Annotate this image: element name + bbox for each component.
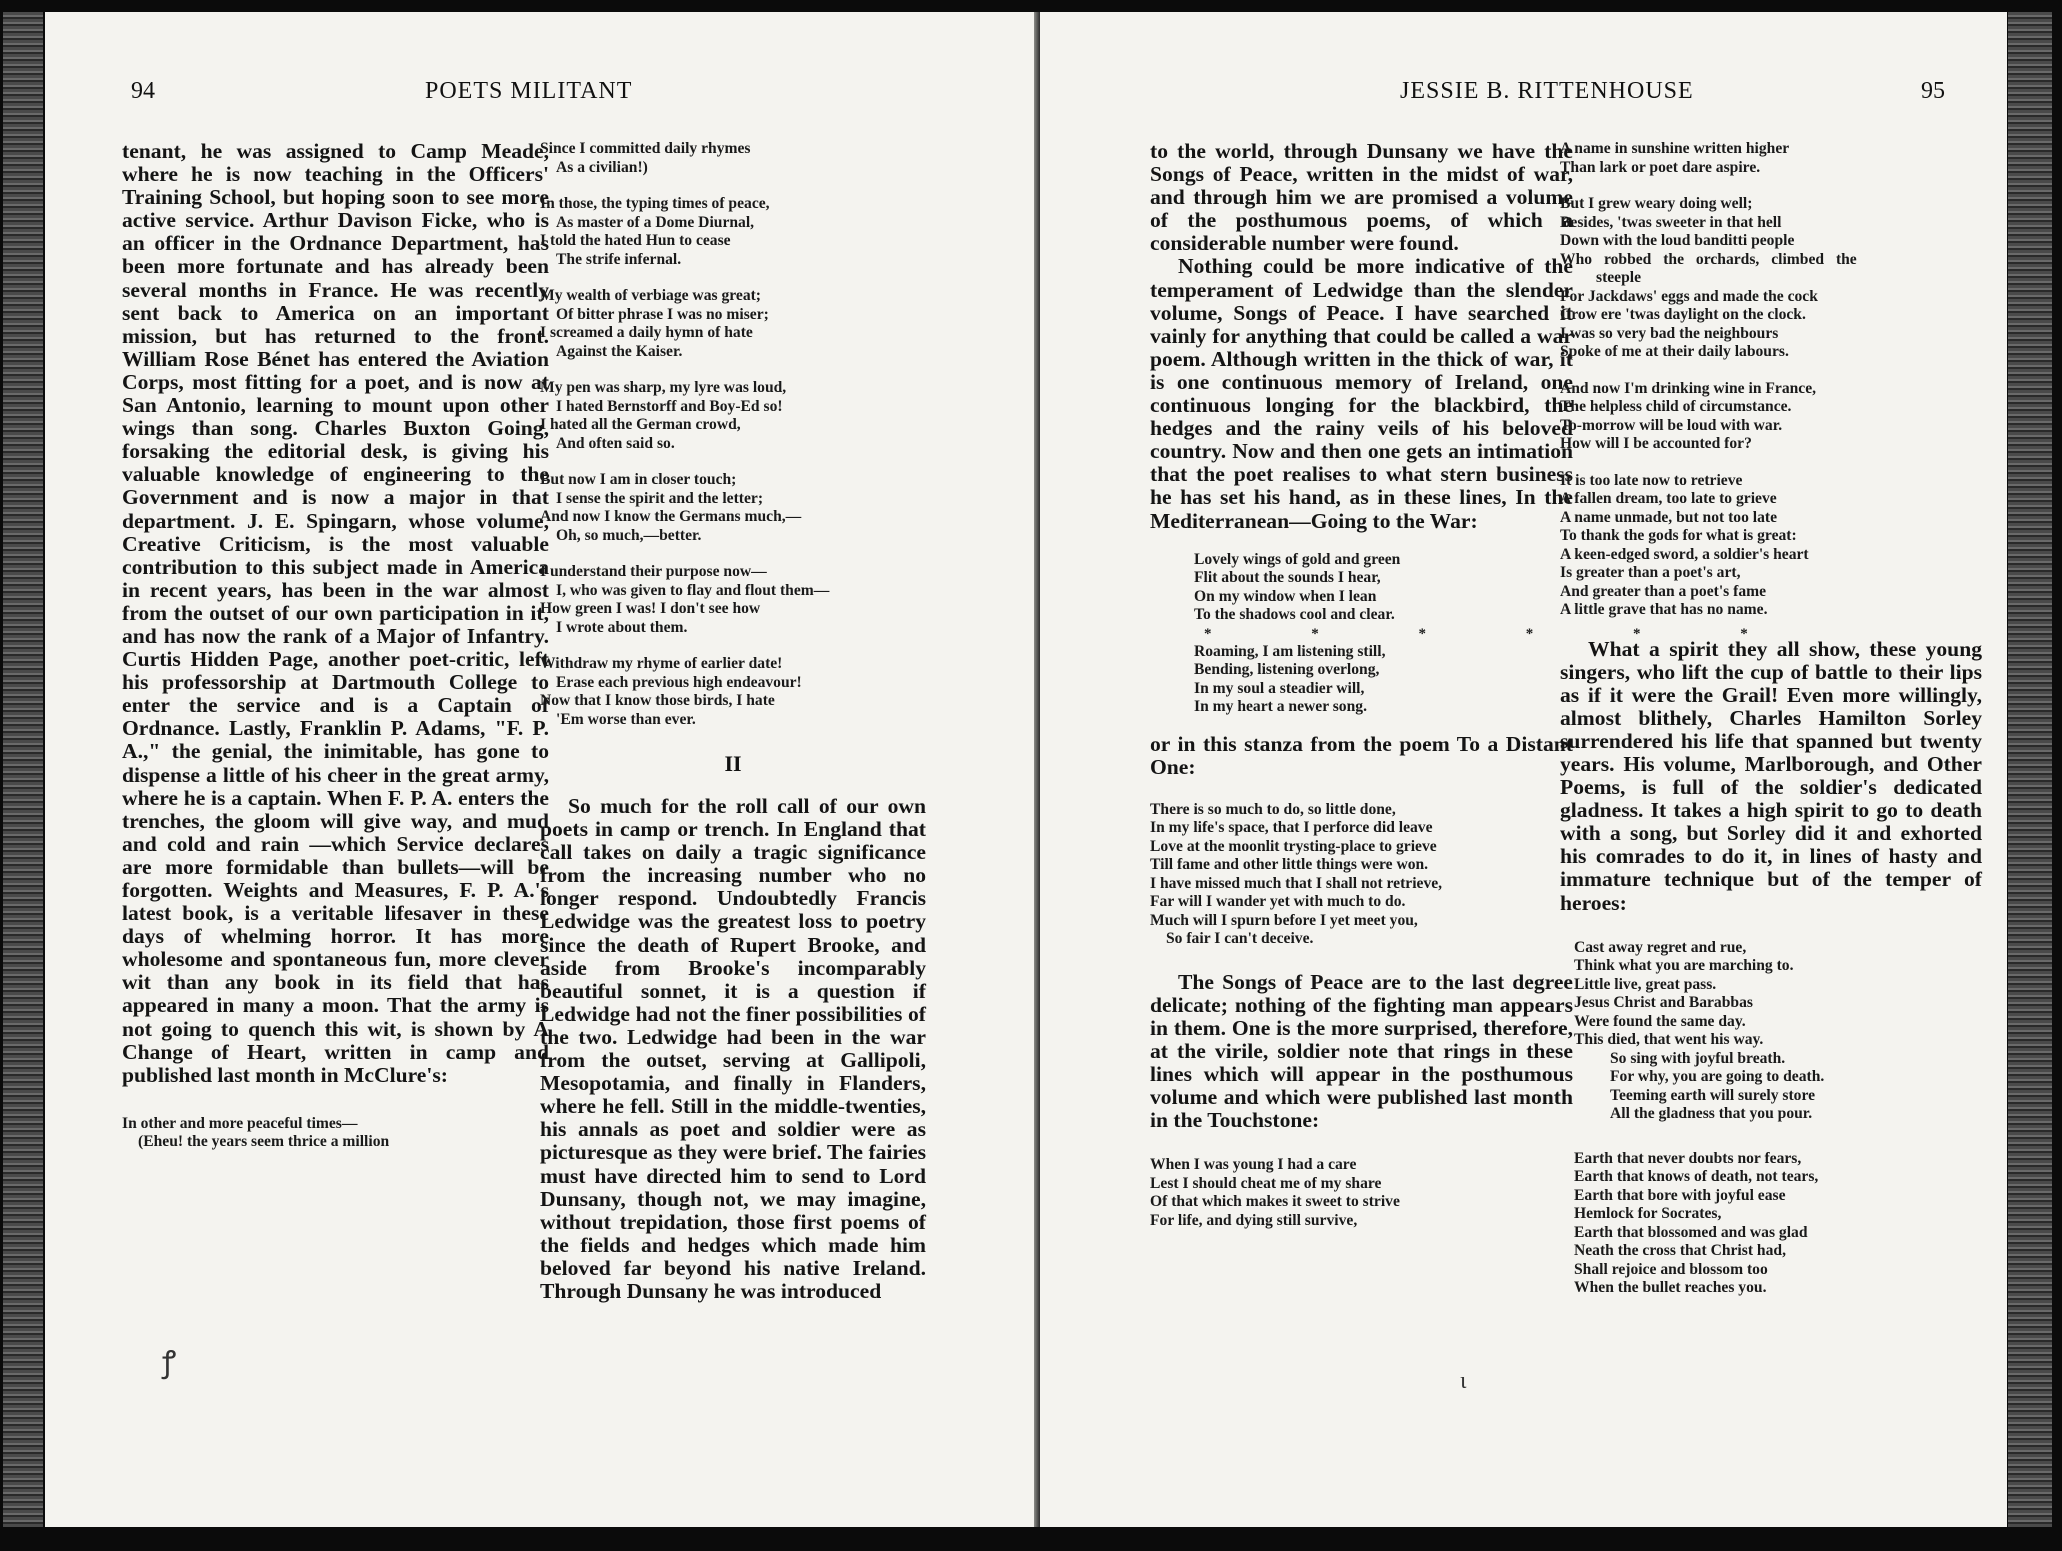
verse-line: Earth that knows of death, not tears,	[1574, 1168, 1819, 1186]
right-col2-prose	[1560, 638, 1982, 915]
verse-line: Oh, so much,—better.	[556, 526, 702, 544]
verse-line: Earth that never doubts nor fears,	[1574, 1149, 1802, 1167]
verse-line: A name unmade, but not too late	[1560, 508, 1778, 526]
paragraph: The Songs of Peace are to the last degree delicate; nothing of the fighting man appears in them. One is the more surprised, therefore, at the virile, soldier note that rings in these lines which will appear in the posthumous volume and which were published last month in the Touchstone:	[1150, 969, 1573, 1133]
verse-line: I have missed much that I shall not retrieve,	[1150, 874, 1443, 892]
verse-line: Think what you are marching to.	[1574, 957, 1794, 975]
verse-line: Jesus Christ and Barabbas	[1574, 994, 1753, 1012]
pencil-mark: ꝭ	[162, 1346, 177, 1379]
verse-line: My pen was sharp, my lyre was loud,	[540, 379, 787, 396]
right-col1-prose-1	[1150, 140, 1573, 533]
verse-line: The strife infernal.	[556, 250, 682, 268]
left-col1-paragraph: tenant, he was assigned to Camp Meade, where he is now teaching in the Officers' Training School, but hoping soon to see more active service. Arthur Davison Ficke, who is an officer in the Ordnance Department, has been more fortunate and has already been several months in France. He was recently sent back to America on an important mission, but has returned to the front. William Rose Bénet has entered the Aviation Corps, most fitting for a poet, and is now at San Antonio, learning to mount upon other wings than song. Charles Buxton Going, forsaking the editorial desk, is giving his valuable knowledge of engineering to the Government and is now a major in that department. J. E. Spingarn, whose volume, Creative Criticism, is the most valuable contribution to this subject made in America in recent years, has been in the war almost from the outset of our own participation in it, and has now the rank of a Major of Infantry. Curtis Hidden Page, another poet-critic, left his professorship at Dartmouth College to enter the service and is a Captain of Ordnance. Lastly, Franklin P. Adams, "F. P. A.," the genial, the inimitable, has gone to dispense a little of his cheer in the great army, where he is a captain. When F. P. A. enters the trenches, the gloom will give way, and mud and cold and rain —which Service declares are more formidable than bullets—will be forgotten. Weights and Measures, F. P. A.'s latest book, is a veritable lifesaver in these days of whelming horror. It has more wholesome and spontaneous fun, more clever wit than any book in its field that has appeared in many a moon. That the army is not going to quench this wit, is shown by A Change of Heart, written in camp and published last month in McClure's:	[122, 139, 549, 1087]
left-running-head: POETS MILITANT	[425, 78, 633, 104]
stanza	[1560, 380, 1982, 454]
verse-line: Is greater than a poet's art,	[1560, 564, 1741, 581]
verse-line: Erase each previous high endeavour!	[556, 673, 802, 691]
verse-line: steeple	[1596, 269, 1642, 286]
verse-line: Lest I should cheat me of my share	[1150, 1174, 1382, 1192]
verse-line: Little live, great pass.	[1574, 975, 1717, 993]
verse-line: And now I know the Germans much,—	[540, 508, 802, 525]
verse-line: I hated Bernstorff and Boy-Ed so!	[556, 397, 783, 415]
verse-line: I screamed a daily hymn of hate	[540, 324, 753, 341]
verse-line: I told the hated Hun to cease	[540, 232, 731, 249]
verse-line: Down with the loud banditti people	[1560, 232, 1795, 249]
touchstone-poem-continued	[1560, 140, 1982, 620]
verse-line: Teeming earth will surely store	[1610, 1086, 1816, 1104]
stanza	[540, 563, 926, 637]
left-col1-prose	[122, 140, 549, 1087]
stanza	[540, 379, 926, 453]
verse-line: But now I am in closer touch;	[540, 471, 737, 488]
sorley-poem-2	[1574, 1150, 1982, 1298]
verse-line: For why, you are going to death.	[1610, 1068, 1825, 1086]
verse-line: Till fame and other little things were won.	[1150, 856, 1429, 874]
verse-line: Neath the cross that Christ had,	[1574, 1242, 1786, 1260]
verse-line: Flit about the sounds I hear,	[1194, 569, 1381, 587]
verse-line: This died, that went his way.	[1574, 1031, 1764, 1049]
stanza	[540, 140, 926, 177]
verse-line: I, who was given to flay and flout them—	[556, 581, 830, 599]
verse-line: So fair I can't deceive.	[1166, 930, 1314, 948]
verse-line: Roaming, I am listening still,	[1194, 642, 1386, 660]
verse-line: When I was young I had a care	[1150, 1156, 1357, 1174]
verse-line: When the bullet reaches you.	[1574, 1279, 1767, 1297]
verse-line: And often said so.	[556, 434, 675, 452]
a-change-of-heart-poem	[540, 140, 926, 729]
verse-line: Far will I wander yet with much to do.	[1150, 893, 1406, 911]
right-page	[1040, 12, 2007, 1527]
verse-line: Against the Kaiser.	[556, 342, 683, 360]
verse-line: My wealth of verbiage was great;	[540, 287, 762, 304]
right-col1-prose-3	[1150, 971, 1573, 1133]
verse-line: Were found the same day.	[1574, 1012, 1746, 1030]
verse-line: Lovely wings of gold and green	[1194, 550, 1401, 568]
verse-line: On my window when I lean	[1194, 587, 1377, 605]
verse-line: In other and more peaceful times—	[122, 1114, 358, 1132]
verse-line: I wrote about them.	[556, 618, 688, 636]
verse-line: Cast away regret and rue,	[1574, 938, 1747, 956]
left-page	[45, 12, 1038, 1527]
verse-line: (Eheu! the years seem thrice a million	[138, 1133, 390, 1151]
verse-line: I hated all the German crowd,	[540, 416, 741, 433]
stanza	[1560, 140, 1982, 177]
right-col1-prose-2	[1150, 733, 1573, 779]
verse-line: Shall rejoice and blossom too	[1574, 1260, 1768, 1278]
verse-line: Since I committed daily rhymes	[540, 140, 751, 157]
verse-line: To-morrow will be loud with war.	[1560, 416, 1783, 434]
left-page-number: 94	[131, 78, 155, 104]
verse-line: In my life's space, that I perforce did leave	[1150, 819, 1433, 837]
verse-line: Who robbed the orchards, climbed the	[1560, 250, 1857, 268]
left-col2-prose	[540, 795, 926, 1303]
verse-line: Love at the moonlit trysting-place to grieve	[1150, 837, 1437, 855]
verse-line: A keen-edged sword, a soldier's heart	[1560, 545, 1809, 563]
paragraph: or in this stanza from the poem To a Distant One:	[1150, 731, 1573, 779]
touchstone-poem-start	[1150, 1156, 1573, 1230]
verse-line: Earth that blossomed and was glad	[1574, 1223, 1808, 1241]
verse-line: As master of a Dome Diurnal,	[556, 213, 755, 231]
verse-line: A little grave that has no name.	[1560, 601, 1768, 618]
stanza	[540, 195, 926, 269]
verse-line: I understand their purpose now—	[540, 563, 767, 580]
right-page-edge	[2008, 12, 2052, 1527]
stanza	[540, 471, 926, 545]
verse-line: For Jackdaws' eggs and made the cock	[1560, 287, 1818, 305]
paragraph: Nothing could be more indicative of the temperament of Ledwidge than the slender volume, Songs of Peace. I have searched it vainly for anything that could be called a war poem. Although written in the thick of war, it is one continuous memory of Ireland, one continuous longing for the blackbird, the hedges and the rainy veils of his beloved country. Now and then one gets an intimation that the poet realises to what stern business he has set his hand, as in these lines, In the Mediterranean—Going to the War:	[1150, 254, 1573, 533]
verse-line: Earth that bore with joyful ease	[1574, 1186, 1786, 1204]
verse-line: Now that I know those birds, I hate	[540, 692, 775, 709]
verse-line: For life, and dying still survive,	[1150, 1211, 1358, 1229]
verse-line: Bending, listening overlong,	[1194, 661, 1380, 679]
verse-line: Besides, 'twas sweeter in that hell	[1560, 213, 1782, 231]
stanza	[1560, 195, 1982, 362]
stanza-break-stars: * * * * * *	[1204, 625, 1796, 642]
left-page-edge	[3, 12, 43, 1527]
printer-mark: ɩ	[1460, 1368, 1467, 1394]
verse-line: I sense the spirit and the letter;	[556, 489, 764, 507]
verse-line: As a civilian!)	[556, 158, 648, 176]
left-column-2	[540, 140, 926, 1303]
verse-line: It is too late now to retrieve	[1560, 471, 1743, 489]
stanza	[540, 655, 926, 729]
verse-line: Than lark or poet dare aspire.	[1560, 158, 1761, 176]
verse-line: In those, the typing times of peace,	[540, 195, 770, 212]
stanza	[1560, 472, 1982, 620]
verse-line: Crow ere 'twas daylight on the clock.	[1560, 306, 1806, 323]
left-col2-paragraph: So much for the roll call of our own poets in camp or trench. In England that call takes on daily a tragic significance from the increasing number who no longer respond. Undoubtedly Francis Ledwidge was the greatest loss to poetry since the death of Rupert Brooke, and aside from Brooke's incomparably beautiful sonnet, it is a question if Ledwidge had not the finer possibilities of the two. Ledwidge had been in the war from the outset, serving at Gallipoli, Mesopotamia, and finally in Flanders, where he fell. Still in the middle-twenties, his annals as poet and soldier were as picturesque as they were brief. The fairies must have directed him to send to Lord Dunsany, though not, we may imagine, without trepidation, those first poems of the fields and hedges which made him beloved far beyond his native Ireland. Through Dunsany he was introduced	[540, 794, 926, 1303]
verse-line: Of bitter phrase I was no miser;	[556, 305, 769, 323]
verse-line: To the shadows cool and clear.	[1194, 606, 1395, 624]
verse-line: In my soul a steadier will,	[1194, 679, 1365, 697]
paragraph: What a spirit they all show, these young singers, who lift the cup of battle to their lips as if it were the Grail! Even more willingly, almost blithely, Charles Hamilton Sorley surrendered his life that spanned but twenty years. His volume, Marlborough, and Other Poems, is full of the soldier's dedicated gladness. It takes a high spirit to go to death with a song, but Sorley did it and exhorted his comrades to do it, in lines of hasty and immature technique but of the temper of heroes:	[1560, 636, 1982, 915]
verse-line: 'Em worse than ever.	[556, 710, 696, 728]
stanza	[540, 287, 926, 361]
verse-line: How green I was! I don't see how	[540, 600, 761, 617]
verse-line: I was so very bad the neighbours	[1560, 324, 1779, 342]
verse-line: Much will I spurn before I yet meet you,	[1150, 911, 1418, 929]
verse-line: And now I'm drinking wine in France,	[1560, 379, 1817, 397]
verse-line: A name in sunshine written higher	[1560, 140, 1790, 157]
verse-line: A fallen dream, too late to grieve	[1560, 490, 1777, 507]
paragraph: to the world, through Dunsany we have the Songs of Peace, written in the midst of war, and through him we are promised a volume of the posthumous poems, of which a considerable number were found.	[1150, 139, 1573, 256]
verse-line: And greater than a poet's fame	[1560, 582, 1767, 600]
verse-line: In my heart a newer song.	[1194, 698, 1367, 716]
verse-line: Hemlock for Socrates,	[1574, 1205, 1722, 1223]
section-number: II	[724, 751, 742, 776]
right-column-2	[1560, 140, 1982, 1298]
left-column-1	[122, 139, 549, 1379]
left-col1-verse	[122, 1115, 549, 1152]
verse-line: There is so much to do, so little done,	[1150, 800, 1396, 818]
sorley-poem-1	[1574, 939, 1982, 1124]
right-running-head: JESSIE B. RITTENHOUSE	[1400, 78, 1694, 104]
verse-line: How will I be accounted for?	[1560, 435, 1752, 452]
verse-line: Spoke of me at their daily labours.	[1560, 343, 1789, 360]
verse-line: So sing with joyful breath.	[1610, 1049, 1786, 1067]
verse-line: To thank the gods for what is great:	[1560, 527, 1797, 544]
verse-line: Of that which makes it sweet to strive	[1150, 1193, 1400, 1211]
right-page-number: 95	[1921, 78, 1945, 104]
verse-line: Withdraw my rhyme of earlier date!	[540, 655, 783, 672]
verse-line: The helpless child of circumstance.	[1560, 398, 1792, 415]
to-a-distant-one-poem	[1150, 801, 1573, 949]
verse-line: All the gladness that you pour.	[1610, 1105, 1813, 1123]
verse-line: But I grew weary doing well;	[1560, 195, 1753, 212]
